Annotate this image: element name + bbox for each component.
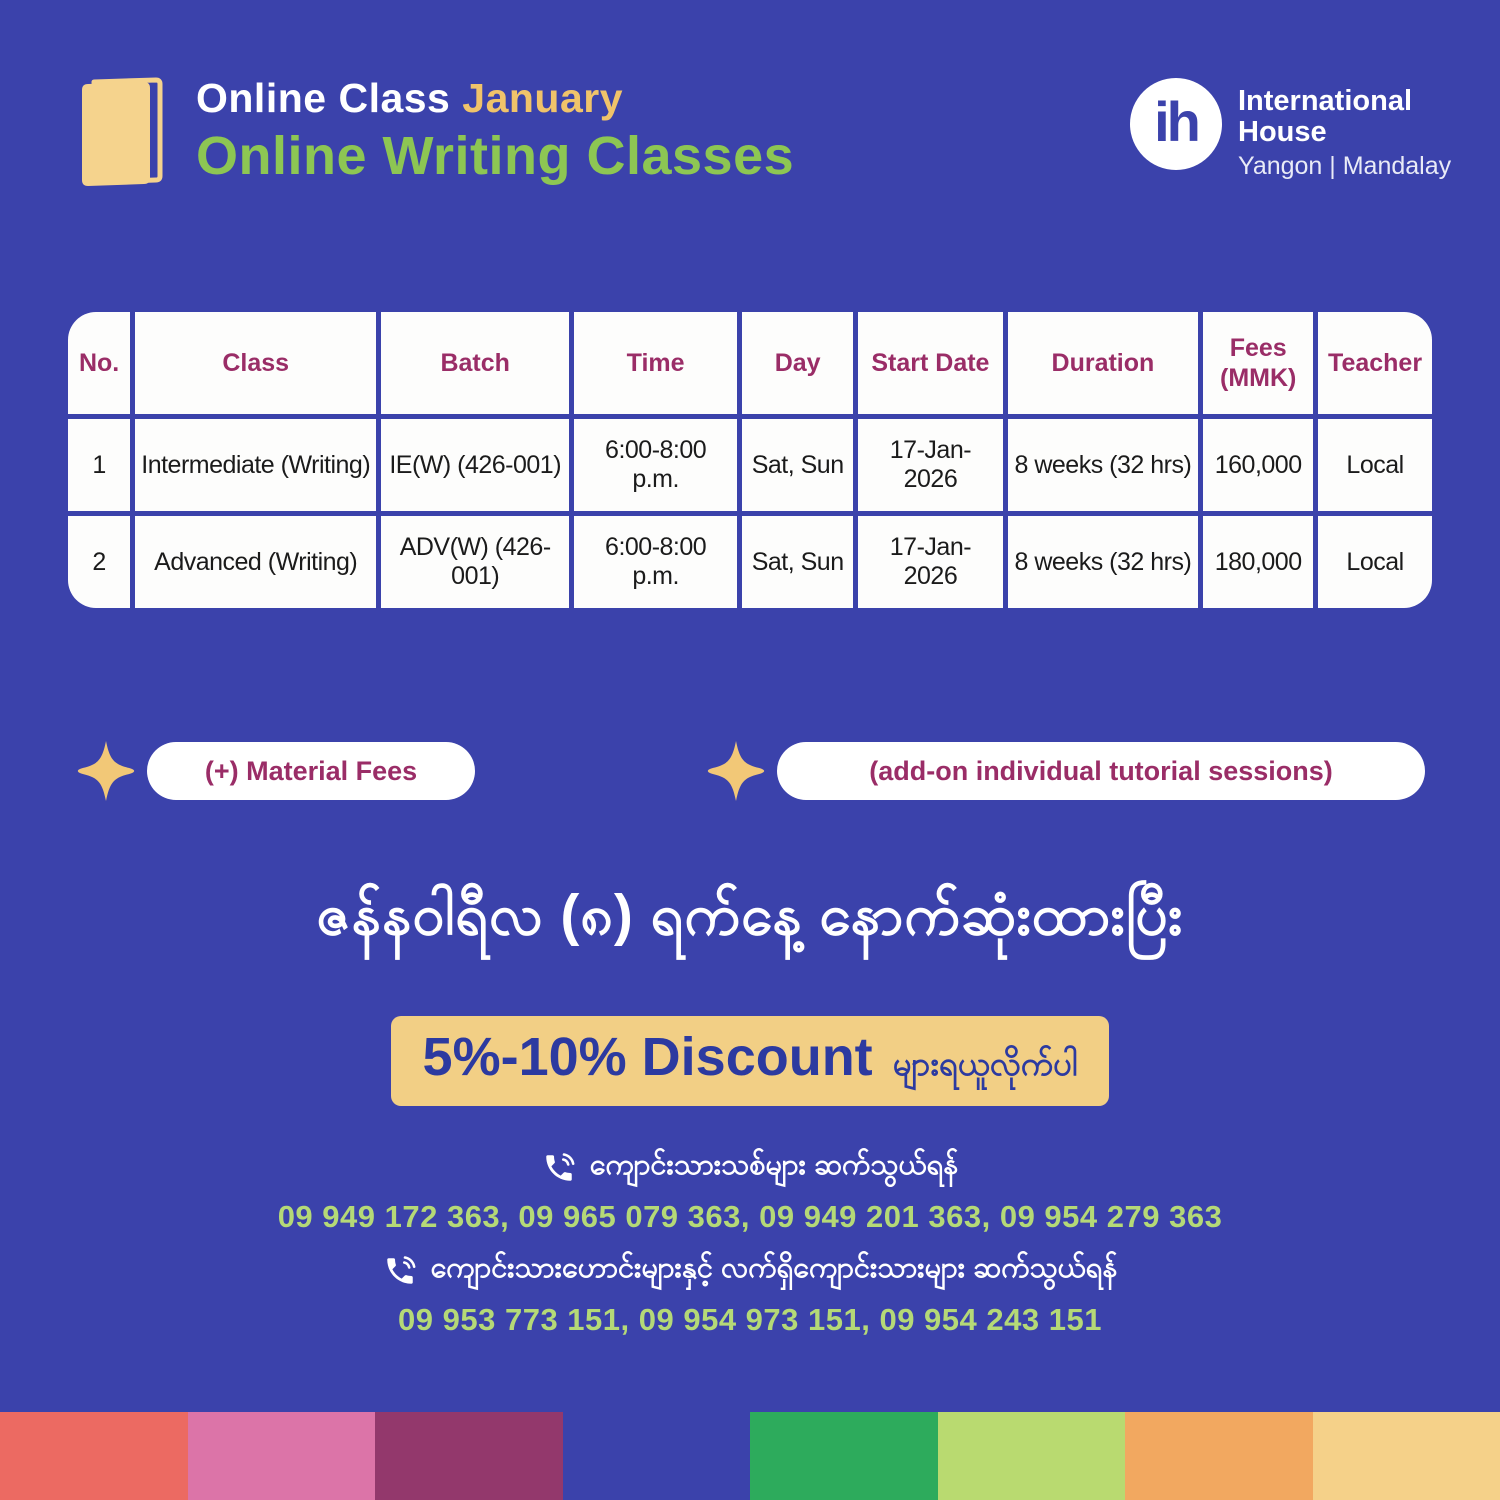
discount-suffix: များရယူလိုက်ပါ [892, 1045, 1078, 1082]
logo-location: Yangon | Mandalay [1238, 151, 1452, 180]
table-cell: Sat, Sun [742, 419, 853, 511]
discount-highlight: 5%-10% Discount [422, 1027, 873, 1087]
table-cell: Local [1318, 419, 1432, 511]
stripe-segment [188, 1412, 376, 1500]
stripe-segment [375, 1412, 563, 1500]
table-cell: 160,000 [1203, 419, 1313, 511]
column-header-fees: Fees (MMK) [1203, 312, 1313, 414]
logo-name-line1: International [1238, 85, 1413, 117]
table-cell: 6:00-8:00 p.m. [574, 419, 737, 511]
phone-icon [542, 1151, 576, 1185]
table-cell: IE(W) (426-001) [381, 419, 569, 511]
footer-color-stripe [0, 1412, 1500, 1500]
table-cell: Advanced (Writing) [135, 516, 376, 608]
new-students-numbers[interactable]: 09 949 172 363, 09 965 079 363, 09 949 201 363, 09 954 279 363 [277, 1199, 1223, 1234]
column-header-duration: Duration [1008, 312, 1199, 414]
table-cell: Sat, Sun [742, 516, 853, 608]
stripe-segment [1313, 1412, 1500, 1500]
new-students-label: ကျောင်းသားသစ်များ ဆက်သွယ်ရန် [589, 1149, 959, 1181]
table-cell: 8 weeks (32 hrs) [1008, 419, 1199, 511]
column-header-class: Class [135, 312, 376, 414]
stripe-segment [750, 1412, 938, 1500]
header [72, 76, 794, 188]
column-header-day: Day [742, 312, 853, 414]
table-cell: 17-Jan-2026 [858, 419, 1002, 511]
deadline-heading: ဇန်နဝါရီလ (၈) ရက်နေ့ နောက်ဆုံးထားပြီး [316, 883, 1184, 947]
stripe-segment [563, 1412, 751, 1500]
table-cell: 180,000 [1203, 516, 1313, 608]
discount-badge [391, 1016, 1110, 1106]
table-cell: 2 [68, 516, 130, 608]
brand-logo [1130, 78, 1451, 180]
table-cell: ADV(W) (426-001) [381, 516, 569, 608]
column-header-start-date: Start Date [858, 312, 1002, 414]
existing-students-numbers[interactable]: 09 953 773 151, 09 954 973 151, 09 954 243 151 [398, 1302, 1102, 1337]
table-cell: Intermediate (Writing) [135, 419, 376, 511]
contact-section [0, 1146, 1500, 1352]
book-icon [72, 76, 168, 188]
schedule-table [68, 312, 1432, 608]
material-fees-note [75, 740, 475, 802]
column-header-batch: Batch [381, 312, 569, 414]
phone-icon [383, 1254, 417, 1288]
stripe-segment [1125, 1412, 1313, 1500]
stripe-segment [938, 1412, 1126, 1500]
table-cell: 17-Jan-2026 [858, 516, 1002, 608]
existing-students-line [0, 1249, 1500, 1292]
table-cell: 1 [68, 419, 130, 511]
stripe-segment [0, 1412, 188, 1500]
material-fees-pill: (+) Material Fees [147, 742, 475, 800]
kicker [196, 76, 794, 122]
table-cell: 8 weeks (32 hrs) [1008, 516, 1199, 608]
table-cell: 6:00-8:00 p.m. [574, 516, 737, 608]
column-header-time: Time [574, 312, 737, 414]
logo-name-line2: House [1238, 116, 1327, 149]
new-students-line [0, 1146, 1500, 1189]
tutorial-addon-note [705, 740, 1425, 802]
sparkle-icon [75, 740, 137, 802]
tutorial-addon-pill: (add-on individual tutorial sessions) [777, 742, 1425, 800]
table-cell: Local [1318, 516, 1432, 608]
column-header-teacher: Teacher [1318, 312, 1432, 414]
discount-wrap [0, 1016, 1500, 1106]
existing-students-label: ကျောင်းသားဟောင်းများနှင့် လက်ရှိကျောင်းသားများ ဆက်သွယ်ရန် [430, 1252, 1118, 1284]
column-header-no: No. [68, 312, 130, 414]
sparkle-icon [705, 740, 767, 802]
notes-row [75, 740, 1425, 802]
ih-logo-icon [1130, 78, 1222, 170]
logo-text [1238, 78, 1451, 180]
title-block [196, 76, 794, 186]
ih-monogram: ih [1154, 89, 1198, 153]
page-title: Online Writing Classes [196, 125, 795, 186]
kicker-prefix: Online Class [196, 75, 463, 121]
kicker-month: January [462, 75, 624, 121]
